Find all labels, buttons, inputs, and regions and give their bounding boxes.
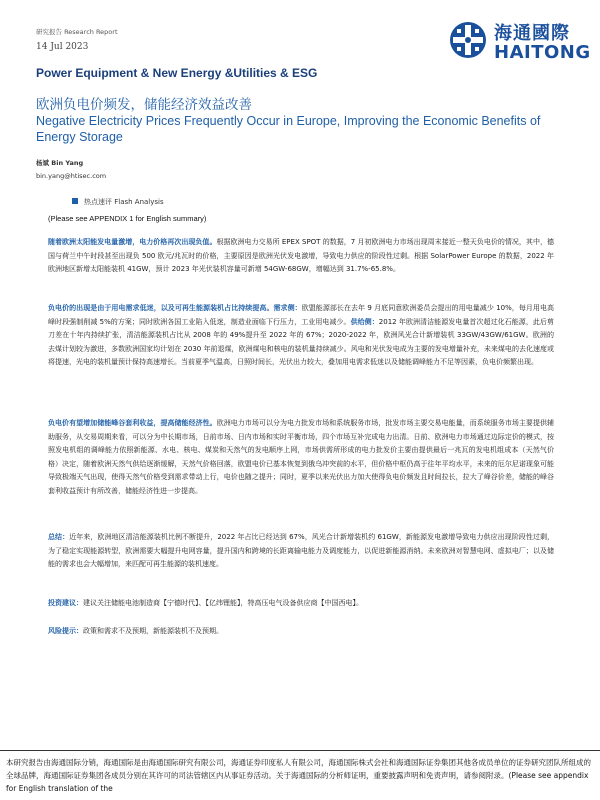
paragraph-storage-economics (48, 417, 554, 499)
paragraph-summary (48, 531, 554, 572)
paragraph-lead: 投资建议： (48, 599, 83, 607)
author-email[interactable]: bin.yang@htisec.com (36, 172, 107, 180)
flash-bullet-icon (72, 197, 80, 206)
haitong-logo-icon (448, 20, 488, 60)
paragraph-subhead-supply: 供给侧： (350, 317, 379, 326)
flash-analysis-label: 热点速评 Flash Analysis (84, 198, 164, 206)
paragraph-text: 根据欧洲电力交易所 EPEX SPOT 的数据，7 月初欧洲电力市场出现周末接近一整天负电价的情况，其中，德国与荷兰中午时段甚至出现负 500 欧元/兆瓦时的价格，主要原因是欧洲光伏发电激增，导致电力供应的阶段性过剩。根据 SolarPower Europe 的数据，2022 年欧洲地区新增太阳能装机 41GW，预计 2023 年光伏装机容量可新增 54GW-68GW，增幅达到 31.7%-65.8%。 (48, 238, 554, 274)
paragraph-lead: 随着欧洲太阳能发电量激增，电力价格再次出现负值。 (48, 238, 217, 246)
paragraph-text-2: 2012 年欧洲清洁能源发电量首次超过化石能源，此后剪刀差在十年内持续扩张，清洁能源装机占比从 2008 年的 49%提升至 2022 年的 67%；2020-2022 年，欧洲风光合计新增装机 33GW/43GW/61GW。欧洲的去煤计划较为激进，多数欧洲国家均计划在 2030 年前退煤，欧洲煤电和核电的装机量持续减少。风电和光伏发电成为主要的发电增量补充，未来煤电的去化速度或将提速，光电的装机量预计保持高速增长。当前夏季气温高，日照时间长，光伏出力较大，叠加用电需求低迷以及储能调峰能力不足等因素，负电价频繁出现。 (48, 317, 554, 367)
paragraph-lead: 负电价有望增加储能峰谷套利收益，提高储能经济性。 (48, 419, 217, 427)
paragraph-lead: 总结： (48, 533, 70, 541)
paragraph-text: 近年来，欧洲地区清洁能源装机比例不断提升，2022 年占比已经达到 67%，风光合计新增装机约 61GW，新能源发电激增导致电力供应出现阶段性过剩，为了稳定实现能源转型，欧洲需要大幅提升电网容量，提升国内和跨境的长距离输电能力及调度能力，以促进新能源消纳。未来欧洲对智慧电网、虚拟电厂；以及储能的需求也会大幅增加，来匹配可再生能源的装机速度。 (48, 533, 554, 569)
author-name: 杨斌 Bin Yang (36, 159, 84, 167)
paragraph-risk-warning (48, 625, 554, 639)
paragraph-lead: 风险提示： (48, 627, 83, 635)
paragraph-lead: 负电价的出现是由于用电需求低迷，以及可再生能源装机占比持续提高。 (48, 304, 274, 312)
paragraph-text: 建议关注储能电池制造商【宁德时代】、【亿纬锂能】，特高压电气设备供应商【中国西电】。 (83, 599, 363, 607)
report-title-cn: 欧洲负电价频发，储能经济效益改善 (36, 97, 252, 113)
paragraph-text: 欧洲电力市场可以分为电力批发市场和系统服务市场，批发市场主要交易电能量，而系统服务市场主要提供辅助服务，从交易周期来看，可以分为中长期市场，日前市场、日内市场和实时平衡市场，四个市场互补完成电力出清。日前、欧洲电力市场通过边际定价的模式，按照发电机组的调峰能力依照新能源、水电、核电、煤炭和天然气的发电顺序上网，市场供需所形成的电力批发价主要由提供最后一兆瓦的发电机组成本（天然气价格）决定，随着欧洲天然气供给逐渐缓解，天然气价格回落，欧盟电价已基本恢复到俄乌冲突前的水平，但价格中枢仍高于往年平均水平，未来的厄尔尼诺现象可能导致极端天气出现，使得天然气价格受到需求带动上行，电价也随之提升；同时，夏季以来光伏出力加大使得负电价频发且时间拉长，拉大了峰谷价差，储能的峰谷套利收益预计有所改善，储能经济性进一步提高。 (48, 419, 555, 495)
paragraph-text: 政策和需求不及预期，新能源装机不及预期。 (83, 627, 223, 635)
paragraph-investment-advice (48, 597, 554, 611)
report-date: 14 Jul 2023 (36, 42, 89, 52)
paragraph-text: 欧盟能源部长在去年 9 月底同意欧洲委员会提出的用电量减少 10%，每月用电高峰时段强制削减 5%的方案；同时欧洲各国工业陷入低迷，制造业面临下行压力，工业用电减少。 (48, 304, 555, 326)
report-title-en: Negative Electricity Prices Frequently Occur in Europe, Improving the Economic Benefits of Energy Storage (36, 114, 541, 144)
logo-text-en: HAITONG (494, 42, 591, 63)
footer-disclaimer: 本研究报告由海通国际分销，海通国际是由海通国际研究有限公司，海通证券印度私人有限公司，海通国际株式会社和海通国际证券集团其他各成员单位的证券研究团队所组成的全球品牌，海通国际证券集团各成员分别在其许可的司法管辖区内从事证券活动。关于海通国际的分析师证明，重要披露声明和免责声明，请参阅附录。(Please see appendix for English translation of the (6, 758, 591, 793)
haitong-logo (448, 18, 591, 68)
paragraph-subhead-demand: 需求侧： (273, 304, 302, 312)
sector-title: Power Equipment & New Energy &Utilities & ESG (36, 66, 318, 80)
report-type-label: 研究报告 Research Report (36, 28, 118, 36)
logo-text-cn: 海通國際 (494, 23, 570, 44)
footer-divider (0, 750, 600, 751)
paragraph-negative-price-causes (48, 302, 554, 370)
paragraph-solar-surge (48, 236, 554, 277)
appendix-note: (Please see APPENDIX 1 for English summary) (48, 214, 207, 223)
